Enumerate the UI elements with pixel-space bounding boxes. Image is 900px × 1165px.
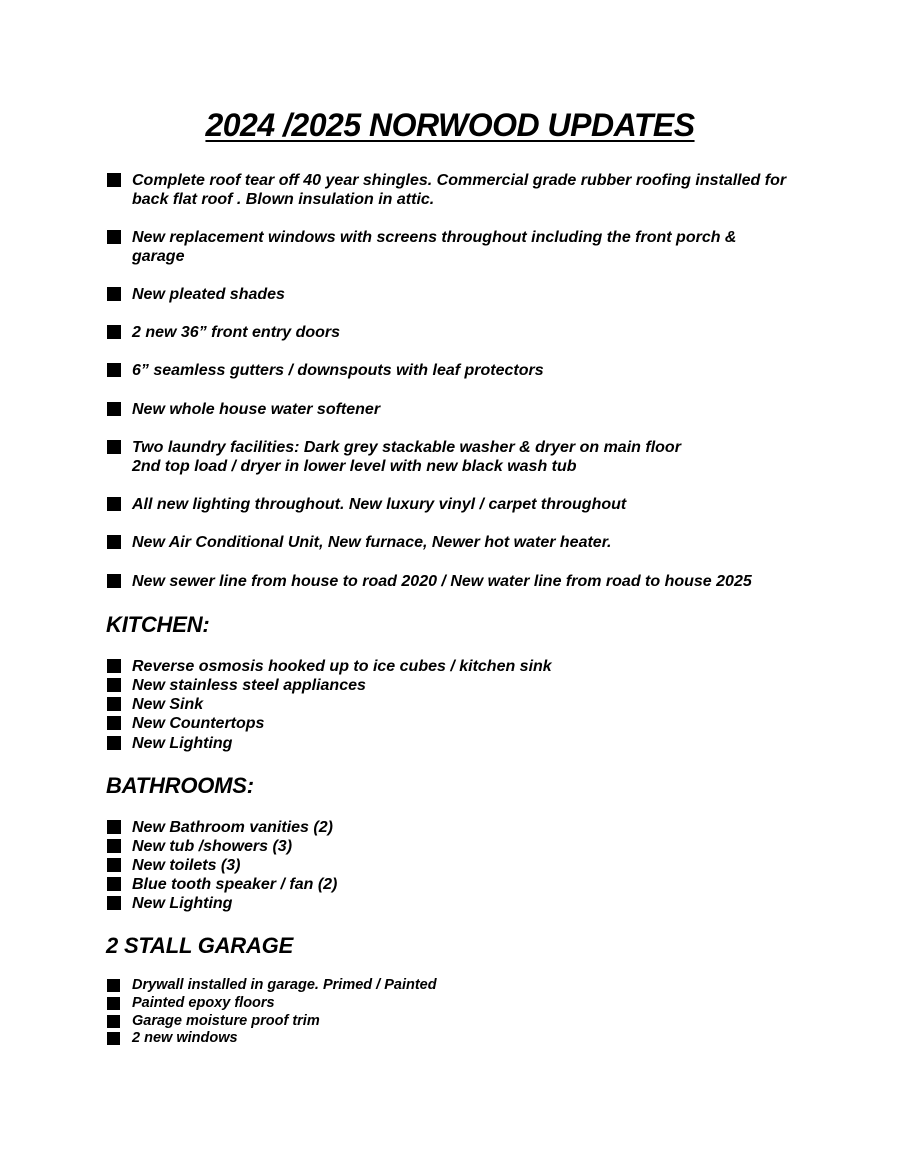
square-bullet-icon [107,402,121,416]
square-bullet-icon [107,697,121,711]
list-item-text: New Lighting [132,895,233,912]
list-item [107,533,827,552]
list-item-text: New whole house water softener [132,401,381,418]
square-bullet-icon [107,535,121,549]
list-item [107,572,827,591]
square-bullet-icon [107,574,121,588]
list-item-text: Reverse osmosis hooked up to ice cubes / kitchen sink [132,658,552,675]
list-item [107,837,827,856]
list-item [107,400,827,419]
section-heading-kitchen: KITCHEN: [106,612,210,637]
square-bullet-icon [107,716,121,730]
list-item [107,1030,827,1048]
square-bullet-icon [107,230,121,244]
square-bullet-icon [107,497,121,511]
square-bullet-icon [107,440,121,454]
list-item-text: Drywall installed in garage. Primed / Painted [132,977,437,993]
square-bullet-icon [107,1032,120,1045]
square-bullet-icon [107,820,121,834]
list-item-text: New Lighting [132,735,233,752]
list-item-text: New sewer line from house to road 2020 / New water line from road to house 2025 [132,573,752,590]
list-item-text: New stainless steel appliances [132,677,366,694]
list-item-text: Garage moisture proof trim [132,1013,320,1029]
list-item [107,438,827,476]
list-item [107,323,827,342]
document-title: 2024 /2025 NORWOOD UPDATES [205,107,695,143]
square-bullet-icon [107,659,121,673]
section-heading-garage: 2 STALL GARAGE [106,933,294,958]
list-item-text: Two laundry facilities: Dark grey stackable washer & dryer on main floor 2nd top load / dryer in lower level with new black wash tub [132,439,681,475]
square-bullet-icon [107,736,121,750]
square-bullet-icon [107,287,121,301]
list-item [107,285,827,304]
list-item [107,361,827,380]
list-item-text: New Air Conditional Unit, New furnace, Newer hot water heater. [132,534,612,551]
list-item-text: New Countertops [132,715,265,732]
square-bullet-icon [107,325,121,339]
list-item-text: 6” seamless gutters / downspouts with leaf protectors [132,362,544,379]
square-bullet-icon [107,173,121,187]
list-item-text: Complete roof tear off 40 year shingles. Commercial grade rubber roofing installed for back flat roof . Blown insulation in attic. [132,172,787,208]
square-bullet-icon [107,678,121,692]
list-item [107,676,827,695]
square-bullet-icon [107,363,121,377]
list-item-text: 2 new windows [132,1030,238,1046]
list-item [107,714,827,733]
list-item [107,894,827,913]
list-item-text: All new lighting throughout. New luxury vinyl / carpet throughout [132,496,627,513]
list-item [107,818,827,837]
list-item [107,734,827,753]
list-item-text: Blue tooth speaker / fan (2) [132,876,338,893]
list-item-text: New replacement windows with screens throughout including the front porch & garage [132,229,737,265]
square-bullet-icon [107,979,120,992]
list-item-text: 2 new 36” front entry doors [132,324,341,341]
list-item [107,495,827,514]
square-bullet-icon [107,877,121,891]
list-item [107,1013,827,1031]
list-item [107,171,827,209]
list-item [107,856,827,875]
list-item [107,977,827,995]
list-item [107,657,827,676]
square-bullet-icon [107,896,121,910]
list-item [107,695,827,714]
square-bullet-icon [107,839,121,853]
list-item-text: New toilets (3) [132,857,241,874]
list-item-text: Painted epoxy floors [132,995,275,1011]
list-item-text: New pleated shades [132,286,285,303]
square-bullet-icon [107,1015,120,1028]
list-item-text: New Bathroom vanities (2) [132,819,333,836]
list-item-text: New Sink [132,696,204,713]
list-item [107,875,827,894]
section-heading-bathrooms: BATHROOMS: [106,773,254,798]
square-bullet-icon [107,858,121,872]
list-item [107,228,827,266]
list-item-text: New tub /showers (3) [132,838,293,855]
square-bullet-icon [107,997,120,1010]
list-item [107,995,827,1013]
